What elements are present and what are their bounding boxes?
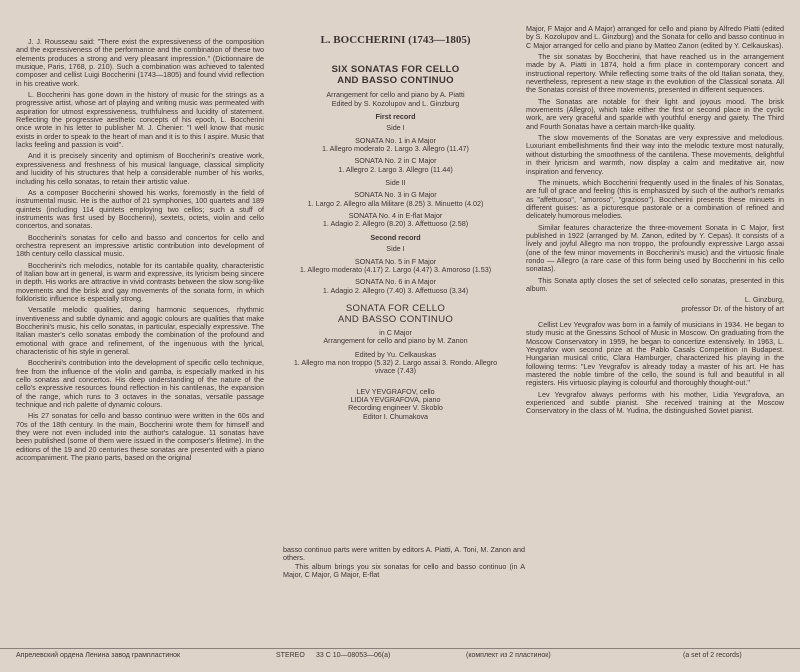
right-paragraph: The Sonatas are notable for their light and joyous mood. The brisk movements (Allegro), which take either the first or second place in the cyclic work, are very graceful and sparkle with youthful energy and gaiety. The Third and Fourth Sonatas have a certain march-like quality. <box>526 96 784 131</box>
left-paragraph: Boccherini's contribution into the development of specific cello technique, free from the influence of the violin and gamba, is especially marked in his cello sonatas and concertos. His deep understanding of the nature of the cello's expressive resources found reflection in his cantilenas, the expansion of the range, which runs to 3 octaves in the sonatas, versatile passage technique and rich palette of dynamic colours. <box>16 358 264 410</box>
middle-bottom-text <box>283 546 525 579</box>
sonata-movements: 1. Allegro moderato 2. Largo 3. Allegro (11.47) <box>322 144 469 154</box>
left-column <box>16 38 264 466</box>
side-label: Side I <box>386 123 405 133</box>
sonata-title: SONATA No. 1 in A Major <box>355 135 436 145</box>
left-paragraph: And it is precisely sincerity and optimism of Boccherini's creative work, expressiveness and freshness of his musical language, classical simplicity and lucidity of his structures that help a considerable number of his works, including his cello sonatas, to retain their artistic value. <box>16 151 264 186</box>
footer-divider <box>0 648 800 649</box>
side-label: Side II <box>385 178 406 188</box>
second-title-line: SONATA FOR CELLO <box>345 302 446 314</box>
sonata-title: SONATA No. 5 in F Major <box>354 256 437 266</box>
engineer-credit: Recording engineer V. Skoblo <box>348 403 443 413</box>
arrangement-credit: Arrangement for cello and piano by A. Piatti <box>326 90 465 100</box>
editors-credit: Edited by Yu. Celkauskas <box>354 349 437 359</box>
program-column <box>283 34 508 421</box>
second-title <box>283 303 508 325</box>
arrangement-credit: Arrangement for cello and piano by M. Zanon <box>323 336 468 346</box>
album-title <box>283 64 508 86</box>
left-paragraph: His 27 sonatas for cello and basso continuo were written in the 60s and 70s of the 18th century. In the main, Boccherini wrote them for himself and they were not even included into the author's catalogue. 11 sonatas have been published (some of them were issued in the composer's lifetime). In the editions of the 19 and 20 centuries these sonatas are presented with a piano accompaniment. The piano parts, based on the original <box>16 411 264 463</box>
footer-stereo: STEREO <box>276 652 305 659</box>
sonata-movements: 1. Allegro 2. Largo 3. Allegro (11.44) <box>338 164 453 174</box>
right-paragraph: The minuets, which Boccherini frequently used in the finales of his Sonatas, are full of grace and feeling (this is emphasized by such of the author's remarks as "affettuoso", "amoroso", "grazioso"). Boccherini presents these minuets in different guises: as a picturesque pastorale or a combination of refined and delicately humorous melodies. <box>526 177 784 221</box>
left-paragraph: J. J. Rousseau said: "There exist the expressiveness of the composition and the expressiveness of the performance and the combination of these two elements produces a strong and very pleasant impression." (Dictionnaire de musique, Paris, 1768, p. 210). Such a combination was achieved to talented composer and cellist Luigi Boccherini (1743—1805) and found vivid reflection in his creative work. <box>16 37 264 88</box>
right-paragraph: Lev Yevgrafov always performs with his mother, Lidia Yevgrafova, an experienced and subtle pianist. She received training at the Moscow Conservatory in the class of M. Yudina, the distinguished Soviet pianist. <box>526 389 784 416</box>
sonata-movements: 1. Allegro ma non troppo (5.32) 2. Largo assai 3. Rondo. Allegro vivace (7.43) <box>293 357 498 376</box>
left-paragraph: Boccherini's rich melodics, notable for its cantabile quality, characteristic of Italian bow art in general, is warm and expressive, its lyricism being sincere in depth. His works are attractive in vivid contrasts between the slow song-like movements and the brisk and gay movements of the sonata form, in which folkloristic influence is especially strong. <box>16 260 264 303</box>
signature-title: professor Dr. of the history of art <box>681 303 784 313</box>
right-column <box>526 25 784 419</box>
performer-credit: LEV YEVGRAFOV, cello <box>356 386 435 396</box>
middle-paragraph: This album brings you six sonatas for cello and basso continuo (in A Major, C Major, G Major, E-flat <box>283 561 525 580</box>
left-paragraph: L. Boccherini has gone down in the history of music for the strings as a progressive artist, whose art of playing and writing music was permeated with aspiration for utmost expressiveness, truthfulness and lucidity of statement. Reflecting the progressive aesthetic concepts of his epoch, L. Boccherini once wrote in his letter to publisher M. J. Chenier: "I well know that music exists in order to speak to the heart of man and it is to this I aspire. Music that lacks feeling and passion is void". <box>16 90 264 150</box>
sonata-title: SONATA No. 4 in E-flat Major <box>348 211 443 221</box>
left-paragraph: Versatile melodic qualities, daring harmonic sequences, rhythmic inventiveness and subtle dynamic and agogic colours are qualities that make Boccherini's music, his cello sonatas, in particular, especially expressive. The Italian master's cello sonatas embody the combination of the profound and emotional with grace and refinement, of the ingenuous with the lyrical, characteristic of his style in general. <box>16 305 264 357</box>
side-label: Side I <box>386 244 405 254</box>
signature-name: L. Ginzburg, <box>744 295 784 305</box>
record-label: First record <box>375 112 416 122</box>
footer-catalog-number: 33 С 10—08053—06(а) <box>316 652 391 659</box>
right-paragraph: Similar features characterize the three-movement Sonata in C Major, first published in 1922 (arranged by M. Zanon, edited by Y. Cepas). It consists of a lively and joyful Allegro ma non troppo, the profoundly expressive Largo assai (one of the few minor movements in Boccherini's music) and the virtuosic finale rondo — Allegro (a rare case of this form being used by Boccherini in his cello sonatas). <box>526 222 784 274</box>
editors-credit: Edited by S. Kozolupov and L. Ginzburg <box>331 98 460 108</box>
right-paragraph: The slow movements of the Sonatas are very expressive and melodious. Luxuriant embellishments find their way into the melodic texture most naturally, without disturbing the smoothness of the cantilena. These movements, delightful in their lyricism and warmth, now display a calm and meditative air, now inspiration and fervency. <box>526 133 784 176</box>
right-paragraph: This Sonata aptly closes the set of selected cello sonatas, presented in this album. <box>526 275 784 293</box>
sonata-movements: 1. Adagio 2. Allegro (7.40) 3. Affettuoso (3.34) <box>322 285 469 295</box>
right-paragraph: The six sonatas by Boccherini, that have reached us in the arrangement made by A. Piatti in 1874, hold a firm place in contemporary concert and instructional repertory. While reflecting some traits of the old Italian sonata, they, nevertheless, represent a new stage in the evolution of the Classical sonata. All the Sonatas consist of three movements, presented in different sequences. <box>526 52 784 95</box>
footer-manufacturer: Апрелевский ордена Ленина завод грампластинок <box>16 652 181 659</box>
footer-set-note-ru: (комплект из 2 пластинок) <box>466 652 551 659</box>
sonata-movements: 1. Allegro moderato (4.17) 2. Largo (4.47) 3. Amoroso (1.53) <box>299 264 492 274</box>
middle-paragraph: basso continuo parts were written by editors A. Piatti, A. Toni, M. Zanon and others. <box>283 545 525 563</box>
sonata-movements: 1. Largo 2. Allegro alla Militare (8.25) 3. Minuetto (4.02) <box>307 198 484 208</box>
left-paragraph: As a composer Boccherini showed his works, foremostly in the field of instrumental music. He is the author of 21 symphonies, 100 quartets and 189 quintets (including 114 quintets employing two cellos; such a stuff of instruments was first used by Boccherini), sextets, octets, violin and cello concertos, and sonatas. <box>16 187 264 231</box>
right-paragraph: Cellist Lev Yevgrafov was born in a family of musicians in 1934. He began to study music at the Gnessins School of Music in Moscow. On graduating from the Moscow Conservatory in 1959, he began to concertize extensively. In 1963, L. Yevgrafov won second prize at the Pablo Casals Competition in Budapest. Hungarian musical critic, Clara Hamburger, characterized his playing in the following terms: "Lev Yevgrafov is already today a master of his art. He has mastered the noble timbre of the cello, the sound is full and beautiful in all registers. His virtuosic playing is colourful and thoroughly thought-out." <box>526 320 784 388</box>
editor-credit: Editor I. Chumakova <box>362 411 429 421</box>
performer-credit: LIDIA YEVGRAFOVA, piano <box>350 394 441 404</box>
record-label: Second record <box>370 232 421 242</box>
composer-header: L. BOCCHERINI (1743—1805) <box>320 34 471 46</box>
album-title-line: AND BASSO CONTINUO <box>337 75 454 87</box>
right-paragraph: Major, F Major and A Major) arranged for cello and piano by Alfredo Piatti (edited by S. Kozolupov and L. Ginzburg) and the Sonata for cello and basso continuo in C Major arranged for cello and piano by Matteo Zanon (edited by Y. Celkauskas). <box>526 24 784 50</box>
sonata-key: in C Major <box>379 327 412 337</box>
second-title-line: AND BASSO CONTINUO <box>337 313 454 325</box>
sonata-title: SONATA No. 3 in G Major <box>354 190 437 200</box>
album-title-line: SIX SONATAS FOR CELLO <box>331 64 460 76</box>
sonata-movements: 1. Adagio 2. Allegro (8.20) 3. Affettuoso (2.58) <box>322 219 469 229</box>
left-paragraph: Boccherini's sonatas for cello and basso and concertos for cello and orchestra represent an impressive artistic contribution into development of 18th century cello classical music. <box>16 232 264 259</box>
sonata-title: SONATA No. 6 in A Major <box>355 277 436 287</box>
sonata-title: SONATA No. 2 in C Major <box>354 156 437 166</box>
footer-set-note-en: (a set of 2 records) <box>683 652 742 659</box>
